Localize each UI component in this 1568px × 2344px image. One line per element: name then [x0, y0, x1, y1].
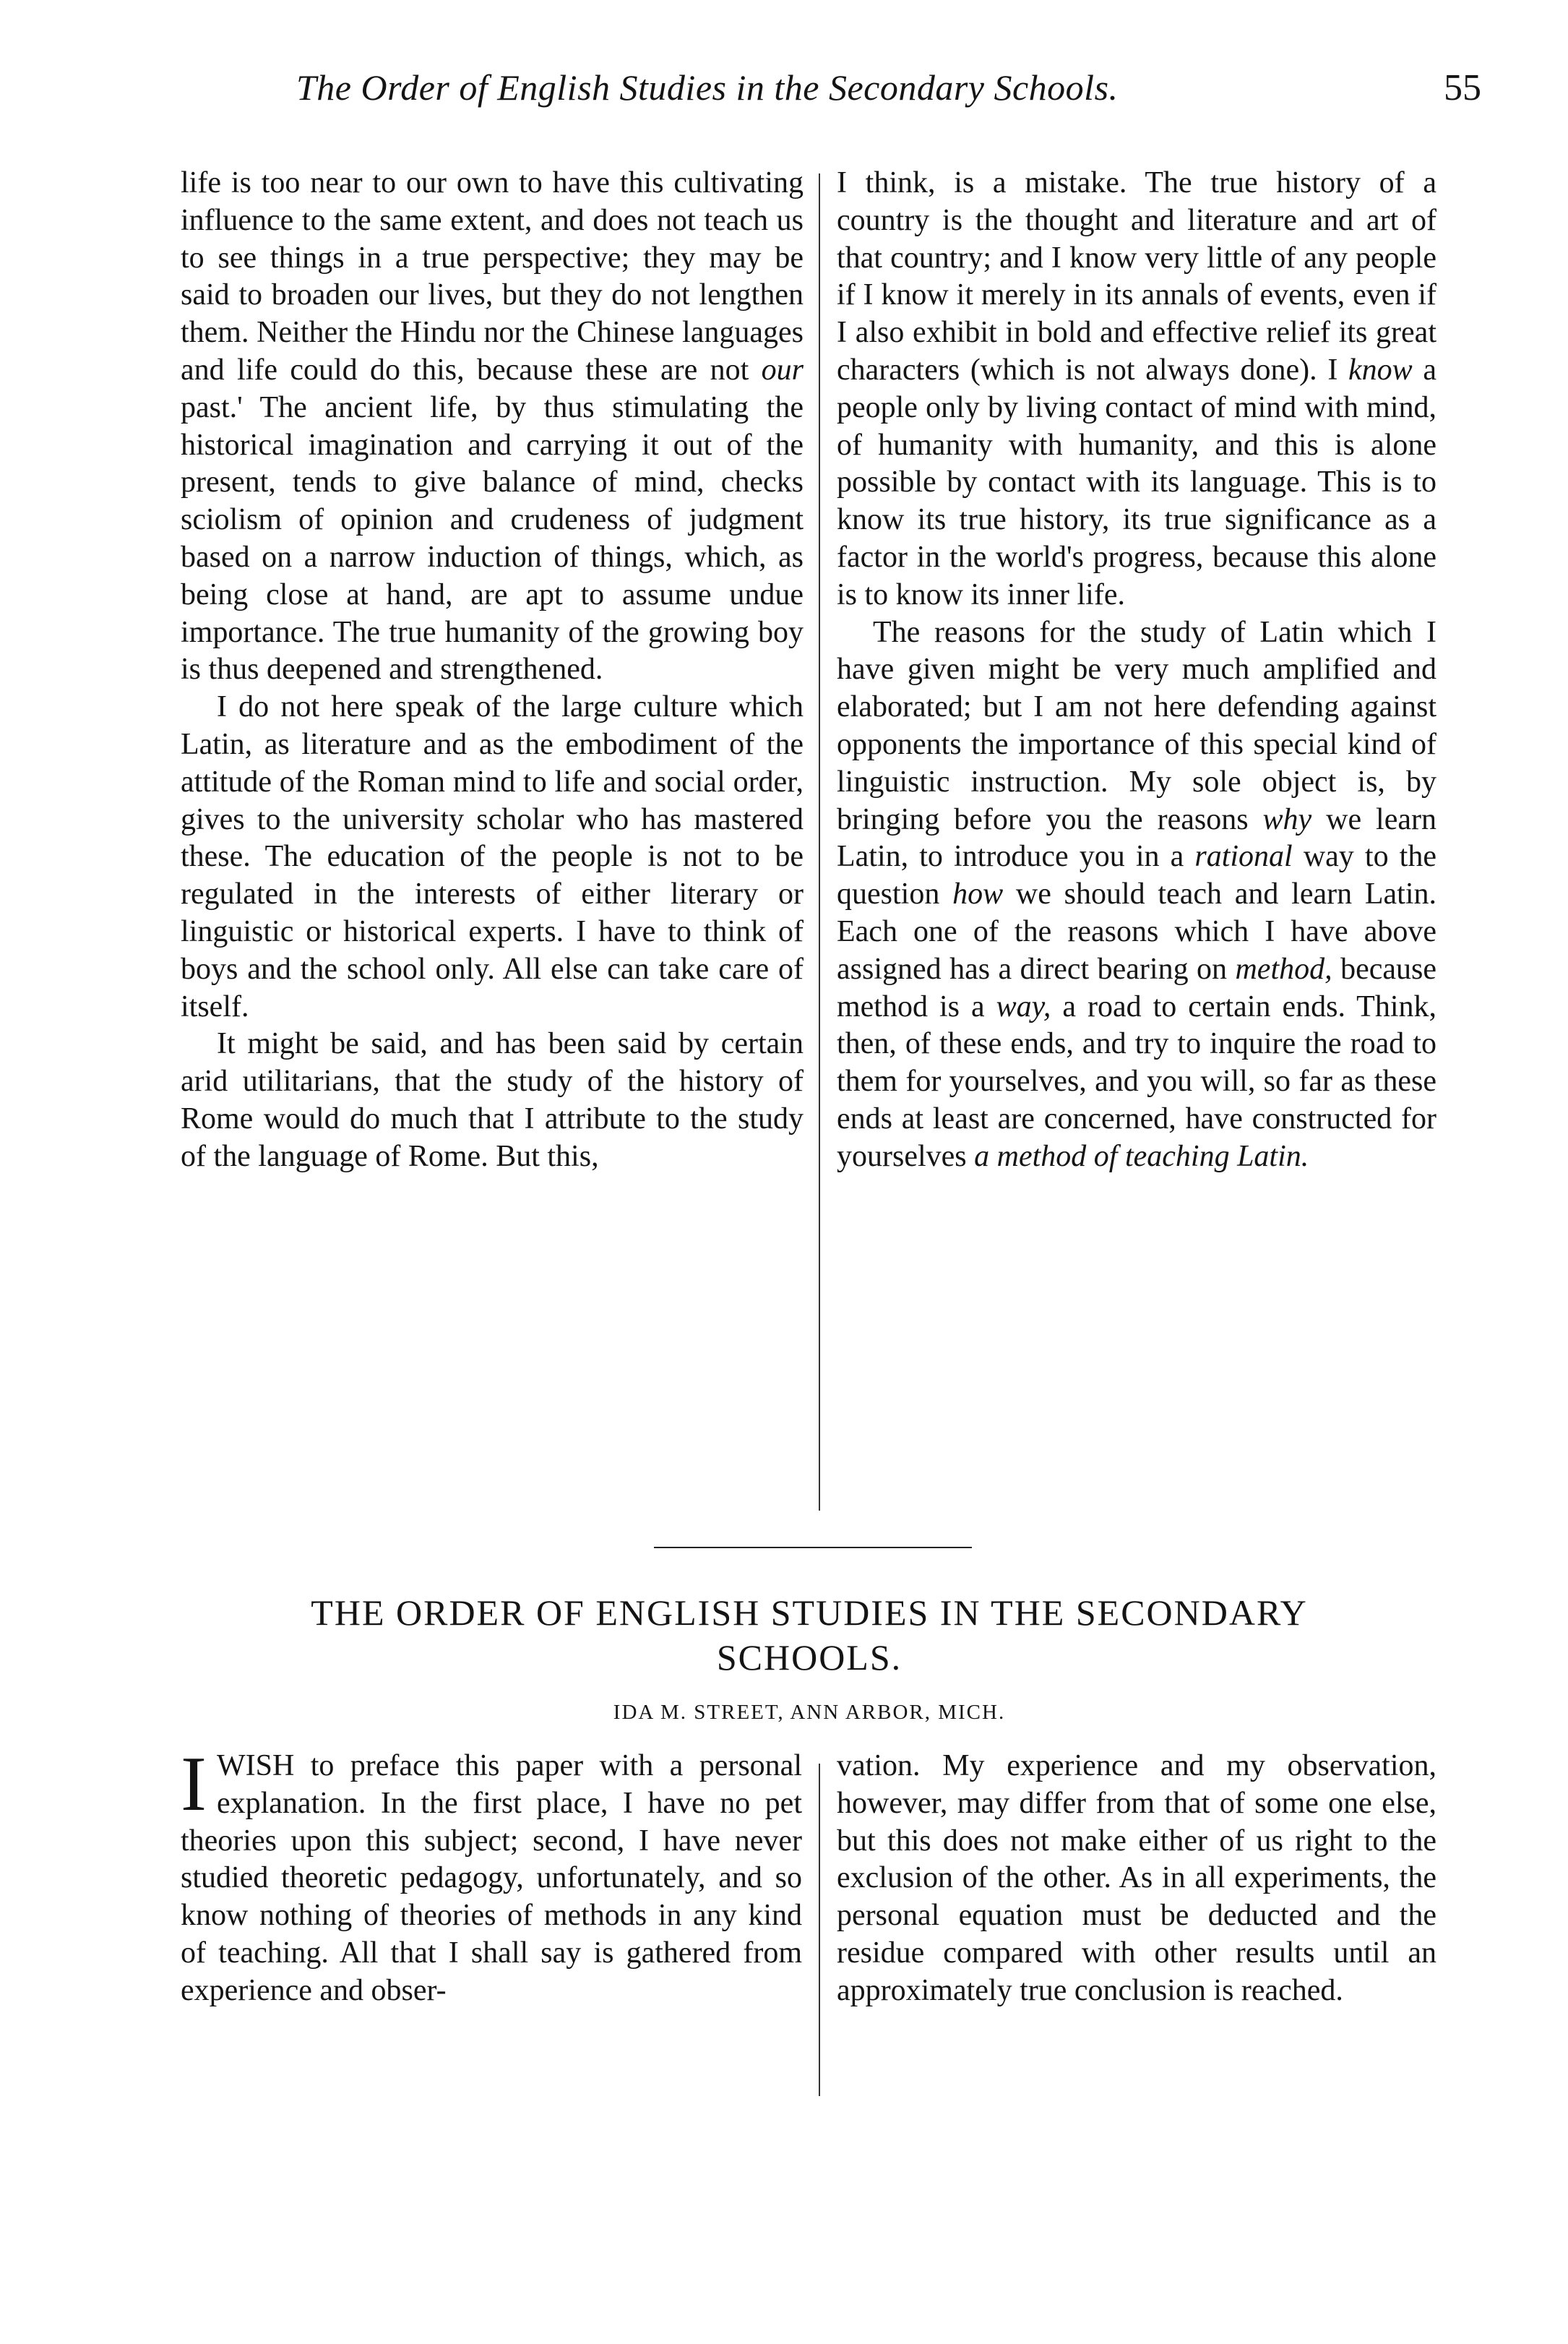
running-title: The Order of English Studies in the Secondary Schools. — [296, 67, 1119, 108]
text-run: WISH to preface this paper with a personal explanation. In the first place, I have no pet theories upon this subject; second, I have never studied theoretic pedagogy, unfortunately, and so know nothing of theories of methods in any kind of teaching. All that I shall say is gathered from experience and obser- — [181, 1749, 802, 2007]
italic-run: how — [952, 877, 1004, 911]
italic-run: know — [1348, 353, 1413, 387]
article-title — [181, 1590, 1438, 1680]
column-divider — [819, 1764, 820, 2096]
drop-cap: I — [181, 1741, 207, 1827]
paragraph — [181, 689, 804, 1026]
text-run: I do not here speak of the large culture which Latin, as literature and as the embodiment of the attitude of the Roman mind to life and social order, gives to the university scholar who has mastered these. The education of the people is not to be regulated in the interests of either literary or linguistic or historical experts. I have to think of boys and the school only. All else can take care of itself. — [181, 690, 804, 1023]
column-divider — [819, 173, 820, 1511]
text-run: way to the question — [837, 840, 1436, 911]
bottom-right-column — [837, 1748, 1436, 2010]
section-divider — [654, 1547, 972, 1548]
article-title-line: THE ORDER OF ENGLISH STUDIES IN THE SECONDARY — [311, 1592, 1308, 1633]
text-run: It might be said, and has been said by certain arid utilitarians, that the study of the history of Rome would do much that I attribute to the study of the language of Rome. But this, — [181, 1027, 804, 1173]
text-run: because method is a — [837, 952, 1436, 1023]
text-run: The reasons for the study of Latin which I have given might be very much amplified and elaborated; but I am not here defending against opponents the importance of this special kind of linguistic instruction. My sole object is, by bringing before you the reasons — [837, 615, 1436, 836]
paragraph — [837, 1748, 1436, 2010]
paragraph — [181, 1026, 804, 1175]
text-run: I think, is a mistake. The true history of a country is the thought and literature and art of that country; and I know very little of any people if I know it merely in its annals of events, even if I also exhibit in bold and effective relief its great characters (which is not always done). I — [837, 166, 1436, 387]
page-number: 55 — [1444, 67, 1481, 108]
italic-run: our — [761, 353, 804, 387]
article-title-line: SCHOOLS. — [716, 1637, 903, 1678]
text-run: life is too near to our own to have this cultivating influence to the same extent, and does not teach us to see things in a true perspective; they may be said to broaden our lives, but they do not lengthen them. Neither the Hindu nor the Chinese languages and life could do this, because these are not — [181, 166, 804, 387]
byline: IDA M. STREET, ANN ARBOR, MICH. — [613, 1701, 1006, 1724]
text-run: a road to certain ends. Think, then, of these ends, and try to inquire the road to them for yourselves, and you will, so far as these ends at least are concerned, have constructed for yourselves — [837, 989, 1436, 1173]
top-left-column — [181, 165, 804, 1176]
text-run: a people only by living contact of mind with mind, of humanity with humanity, and this is alone possible by contact with its language. This is to know its true history, its true significance as a factor in the world's progress, because this alone is to know its inner life. — [837, 353, 1436, 611]
paragraph — [181, 1741, 802, 2010]
italic-run: method, — [1235, 952, 1332, 986]
italic-run: way, — [996, 989, 1051, 1023]
italic-run: rational — [1194, 840, 1293, 874]
running-head — [181, 66, 1481, 124]
paragraph — [181, 165, 804, 689]
paragraph — [837, 614, 1436, 1176]
text-run: we learn Latin, to introduce you in a — [837, 802, 1436, 874]
top-right-column — [837, 165, 1436, 1176]
paragraph — [837, 165, 1436, 614]
text-run: we should teach and learn Latin. Each one of the reasons which I have above assigned has a direct bearing on — [837, 877, 1436, 986]
text-run: vation. My experience and my observation, however, may differ from that of some one else, but this does not make either of us right to the exclusion of the other. As in all experiments, the personal equation must be deducted and the residue compared with other results until an approximately true conclusion is reached. — [837, 1749, 1436, 2007]
text-run: past.' The ancient life, by thus stimulating the historical imagination and carrying it out of the present, tends to give balance of mind, checks sciolism of opinion and crudeness of judgment based on a narrow induction of things, which, as being close at hand, are apt to assume undue importance. The true humanity of the growing boy is thus deepened and strengthened. — [181, 390, 804, 687]
bottom-left-column — [181, 1741, 802, 2010]
italic-run: a method of teaching Latin. — [974, 1139, 1309, 1173]
italic-run: why — [1262, 802, 1312, 836]
